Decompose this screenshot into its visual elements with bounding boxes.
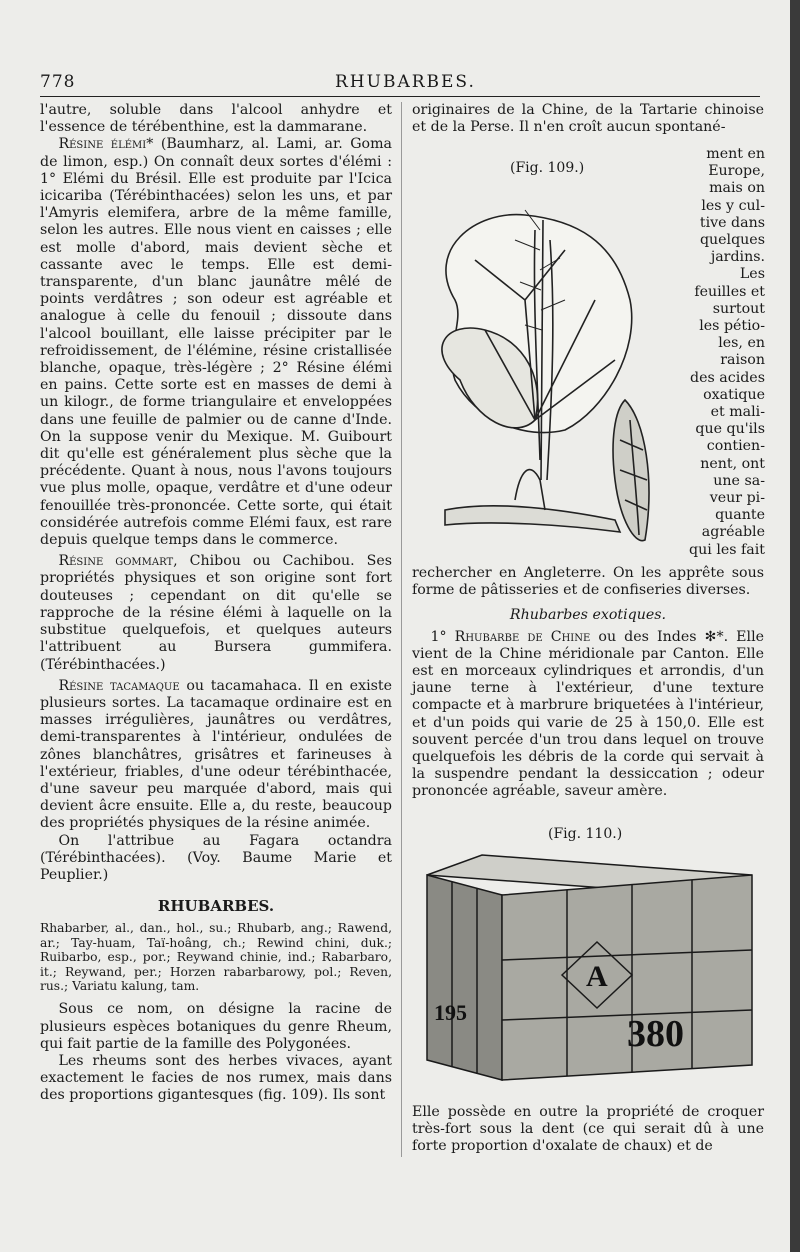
crate-mark-number: 380 [627,1013,684,1055]
subheading: Rhubarbes exotiques. [509,607,667,624]
paragraph-gommart: Résine gommart, Chibou ou Cachibou. Ses propriétés physiques et son origine sont fort douteuses ; cependant on dit qu'elle se rapproche de la résine élémi à laquelle on la substitue quelquefois, et quelques auteurs l'attribuent au Bursera gummifera. (Térébinthacées.) [40,553,393,673]
entry-heading: Résine élémi* [58,136,154,153]
paragraph-elemi: Résine élémi* (Baumharz, al. Lami, ar. Goma de limon, esp.) On connaît deux sortes d'élémi : 1° Elémi du Brésil. Elle est produite par l'Icica icicariba (Térébinthacées) selon les uns, et par l'Amyris elemifera, arbre de la même famille, selon les autres. Elle nous vient en caisses ; elle est molle d'abord, mais devient sèche et cassante avec le temps. Elle est demi-transparente, d'un blanc jaunâtre mêlé de points verdâtres ; son odeur est agréable et analogue à celle du fenouil ; dissoute dans l'alcool bouillant, elle laisse précipiter par le refroidissement, de l'élémine, résine cristallisée blanche, opaque, très-légère ; 2° Résine élémi en pains. Cette sorte est en masses de demi à un kilogr., de forme triangulaire et enveloppées dans une feuille de palmier ou de canne d'Inde. On la suppose venir du Mexique. M. Guibourt dit qu'elle est généralement plus sèche que la précédente. Quant à nous, nous l'avons toujours vue plus molle, opaque, verdâtre et d'une odeur fenouillée très-prononcée. Cette sorte, qui était considérée autrefois comme Elémi faux, est rare depuis quelque temps dans le commerce. [40,136,393,549]
section-heading: RHUBARBES. [157,897,275,916]
crate-mark-letter: A [586,960,608,993]
paragraph-tacamaque: Résine tacamaque ou tacamahaca. Il en existe plusieurs sortes. La tacamaque ordinaire est en masses irrégulières, jaunâtres ou verdâtres, demi-transparentes à l'intérieur, ondulées de zônes blanchâtres, grisâtres et farineuses à l'extérieur, friables, d'une odeur térébinthacée, d'une saveur peu marquée d'abord, mais qui devient âcre ensuite. Elle a, du reste, beaucoup des propriétés physiques de la résine animée. [40,677,392,832]
column-divider [401,102,402,1157]
figure-110-label: (Fig. 110.) [548,826,623,842]
crate-side-number: 195 [434,1000,467,1025]
page-number: 778 [40,72,76,92]
paragraph: rechercher en Angleterre. On les apprête sous forme de pâtisseries et de confiseries diverses. [412,565,764,599]
paragraph: Elle possède en outre la propriété de croquer très-fort sous la dent (ce qui serait dû à une forte proportion d'oxalate de chaux) et de [412,1104,764,1155]
rhubarb-crate-illustration [422,850,762,1095]
paragraph: originaires de la Chine, de la Tartarie chinoise et de la Perse. Il n'en croît aucun spontané- [412,102,764,136]
rhubarb-plant-illustration [415,180,680,570]
header-rule [40,96,760,97]
paragraph-rhubarbe-chine: 1° Rhubarbe de Chine ou des Indes ✻*. Elle vient de la Chine méridionale par Canton. Elle est en morceaux cylindriques et arrondis, d'un jaune terne à l'extérieur, d'une texture compacte et à marbrure briquetées à l'intérieur, et d'un poids qui varie de 25 à 150,0. Elle est souvent percée d'un trou dans lequel on trouve quelquefois les débris de la corde qui servait à la suspendre pendant la dessiccation ; odeur prononcée agréable, saveur amère. [412,628,765,800]
paragraph: l'autre, soluble dans l'alcool anhydre et l'essence de térébenthine, est la dammarane. [40,102,392,136]
right-column-text [412,565,764,801]
entry-heading: Résine tacamaque [58,677,180,694]
entry-heading: Résine gommart, [58,553,178,570]
figure-109-label: (Fig. 109.) [510,160,585,176]
page-edge [790,0,800,1252]
synonyms: Rhabarber, al., dan., hol., su.; Rhubarb, ang.; Rawend, ar.; Tay-huam, Taï-hoâng, ch.; Rewind chini, duk.; Ruibarbo, esp., por.; Reywand chinie, ind.; Rabarbaro, it.; Reywand, per.; Horzen rabarbarowy, pol.; Reven, rus.; Variatu kalung, tam. [40,921,392,993]
paragraph: Les rheums sont des herbes vivaces, ayant exactement le facies de nos rumex, mais dans des proportions gigantesques (fig. 109). Ils sont [40,1052,392,1104]
figure-side-text: ment en Europe, mais on les y cul- tive dans quelques jardins. Les feuilles et surtout les pétio- les, en raison des acides oxatique et mali- que qu'ils contien- nent, ont une sa- veur pi- quante agréable qui les fait [689,146,765,558]
left-column [40,102,392,1105]
paragraph: Sous ce nom, on désigne la racine de plusieurs espèces botaniques du genre Rheum, qui fait partie de la famille des Polygonées. [40,1001,392,1052]
entry-heading: 1° Rhubarbe de Chine [430,628,591,645]
running-title: RHUBARBES. [335,72,476,92]
paragraph: On l'attribue au Fagara octandra (Térébinthacées). (Voy. Baume Marie et Peuplier.) [40,832,392,883]
